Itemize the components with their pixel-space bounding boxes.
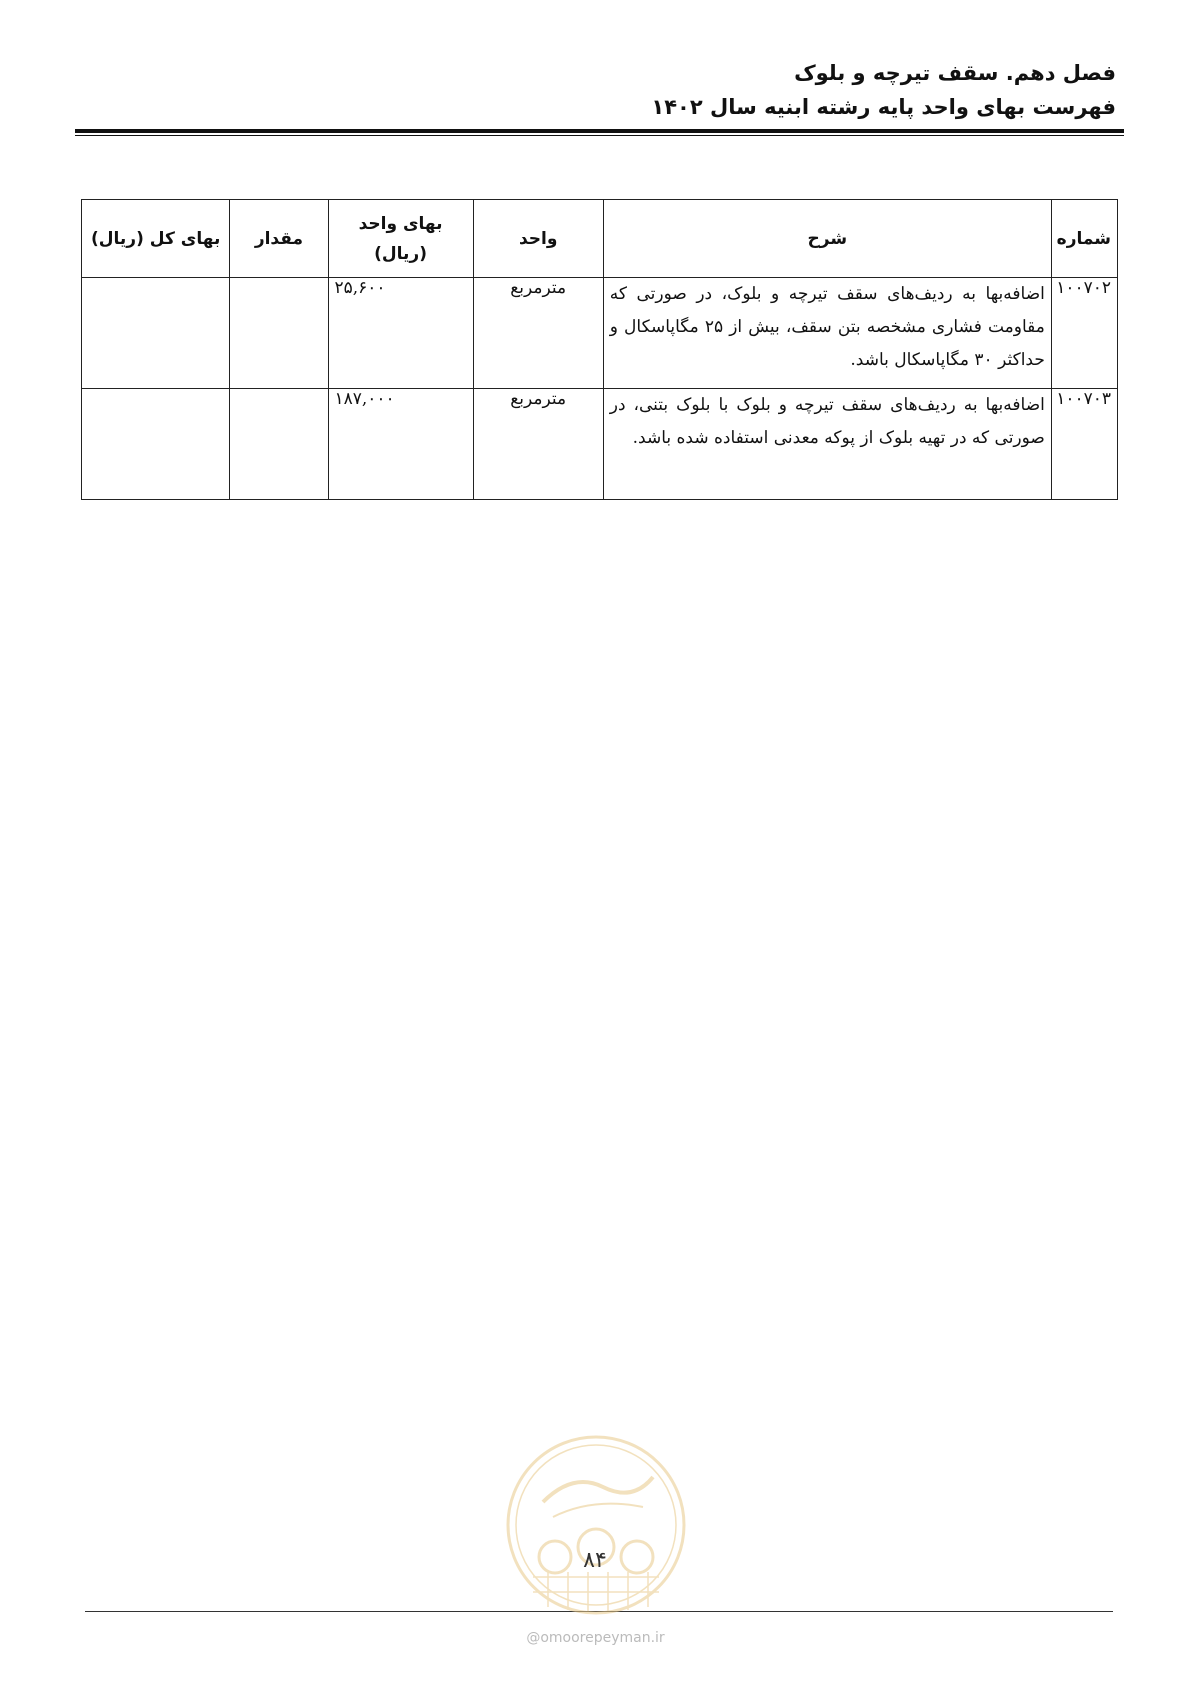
item-unit-price: ۱۸۷,۰۰۰ <box>328 389 473 500</box>
column-header-unit-price: بهای واحد (ریال) <box>328 200 473 278</box>
column-header-quantity: مقدار <box>230 200 328 278</box>
table-row <box>82 278 1118 389</box>
item-total <box>82 389 230 500</box>
header-rule <box>75 129 1124 133</box>
item-quantity <box>230 389 328 500</box>
header-rule-thin <box>75 135 1124 136</box>
page-number: ۸۴ <box>583 1548 607 1573</box>
column-header-total: بهای کل (ریال) <box>82 200 230 278</box>
watermark-logo <box>503 1432 689 1618</box>
table-header-row <box>82 200 1118 278</box>
item-code: ۱۰۰۷۰۳ <box>1051 389 1117 500</box>
column-header-code: شماره <box>1051 200 1117 278</box>
table-row <box>82 389 1118 500</box>
document-title: فهرست بهای واحد پایه رشته ابنیه سال ۱۴۰۲ <box>651 95 1116 119</box>
item-unit: مترمربع <box>473 389 603 500</box>
page-header <box>75 58 1116 122</box>
item-code: ۱۰۰۷۰۲ <box>1051 278 1117 389</box>
item-total <box>82 278 230 389</box>
item-quantity <box>230 278 328 389</box>
column-header-unit: واحد <box>473 200 603 278</box>
item-unit: مترمربع <box>473 278 603 389</box>
watermark-site: @omoorepeyman.ir <box>526 1630 665 1646</box>
item-description: اضافه‌بها به ردیف‌های سقف تیرچه و بلوک با بلوک بتنی، در صورتی که در تهیه بلوک از پوکه معدنی استفاده شده باشد. <box>603 389 1051 500</box>
item-unit-price: ۲۵,۶۰۰ <box>328 278 473 389</box>
price-table <box>81 199 1118 500</box>
item-description: اضافه‌بها به ردیف‌های سقف تیرچه و بلوک، در صورتی که مقاومت فشاری مشخصه بتن سقف، بیش از ۲۵ مگاپاسکال و حداکثر ۳۰ مگاپاسکال باشد. <box>603 278 1051 389</box>
chapter-title: فصل دهم. سقف تیرچه و بلوک <box>794 61 1116 85</box>
column-header-description: شرح <box>603 200 1051 278</box>
